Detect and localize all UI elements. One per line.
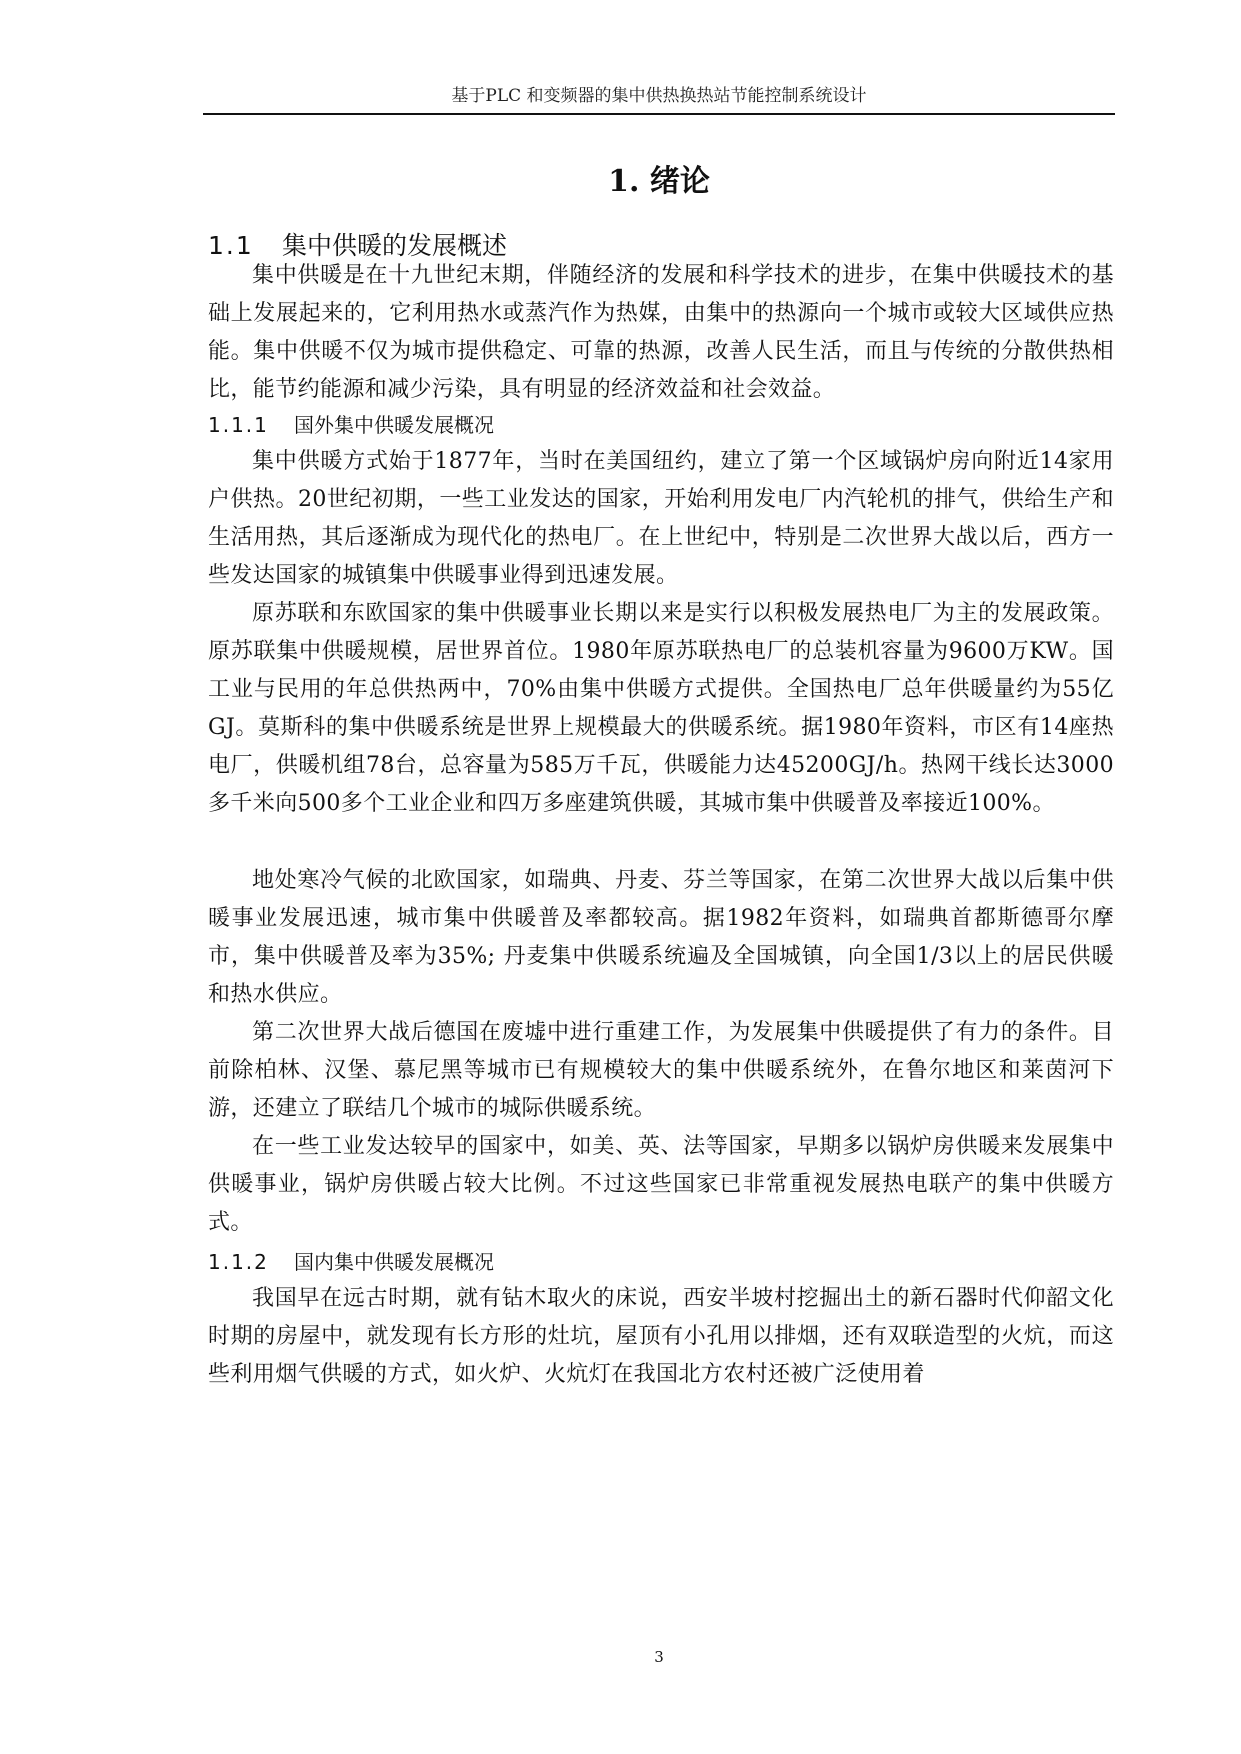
subsection-title: 国内集中供暖发展概况 — [294, 1250, 494, 1274]
paragraph: 集中供暖是在十九世纪末期，伴随经济的发展和科学技术的进步，在集中供暖技术的基础上发展起来的，它利用热水或蒸汽作为热媒，由集中的热源向一个城市或较大区域供应热能。集中供暖不仅为城市提供稳定、可靠的热源，改善人民生活，而且与传统的分散供热相比，能节约能源和减少污染，具有明显的经济效益和社会效益。 — [208, 263, 1114, 402]
paragraph: 我国早在远古时期，就有钻木取火的床说，西安半坡村挖掘出土的新石器时代仰韶文化时期的房屋中，就发现有长方形的灶坑，屋顶有小孔用以排烟，还有双联造型的火炕，而这些利用烟气供暖的方式，如火炉、火炕灯在我国北方农村还被广泛使用着 — [208, 1286, 1114, 1387]
header-rule — [203, 113, 1115, 115]
running-header: 基于PLC 和变频器的集中供热换热站节能控制系统设计 — [451, 86, 867, 106]
paragraph: 原苏联和东欧国家的集中供暖事业长期以来是实行以积极发展热电厂为主的发展政策。原苏联集中供暖规模，居世界首位。1980年原苏联热电厂的总装机容量为9600万KW。国工业与民用的年总供热两中，70%由集中供暖方式提供。全国热电厂总年供暖量约为55亿GJ。莫斯科的集中供暖系统是世界上规模最大的供暖系统。据1980年资料，市区有14座热电厂，供暖机组78台，总容量为585万千瓦，供暖能力达45200GJ/h。热网干线长达3000多千米向500多个工业企业和四万多座建筑供暖，其城市集中供暖普及率接近100%。 — [208, 601, 1114, 816]
paragraph: 地处寒冷气候的北欧国家，如瑞典、丹麦、芬兰等国家，在第二次世界大战以后集中供暖事业发展迅速，城市集中供暖普及率都较高。据1982年资料，如瑞典首都斯德哥尔摩市，集中供暖普及率为35%; 丹麦集中供暖系统遍及全国城镇，向全国1/3以上的居民供暖和热水供应。 — [208, 868, 1114, 1007]
chapter-title: 1. 绪论 — [608, 164, 710, 199]
section-title: 集中供暖的发展概述 — [282, 231, 508, 260]
subsection-heading-1-1-2 — [208, 1247, 494, 1277]
subsection-heading-1-1-1 — [208, 410, 494, 440]
paragraph: 第二次世界大战后德国在废墟中进行重建工作，为发展集中供暖提供了有力的条件。目前除柏林、汉堡、慕尼黑等城市已有规模较大的集中供暖系统外，在鲁尔地区和莱茵河下游，还建立了联结几个城市的城际供暖系统。 — [208, 1020, 1114, 1121]
paragraph: 集中供暖方式始于1877年，当时在美国纽约，建立了第一个区域锅炉房向附近14家用户供热。20世纪初期，一些工业发达的国家，开始利用发电厂内汽轮机的排气，供给生产和生活用热，其后逐渐成为现代化的热电厂。在上世纪中，特别是二次世界大战以后，西方一些发达国家的城镇集中供暖事业得到迅速发展。 — [208, 449, 1114, 588]
subsection-number: 1.1.1 — [208, 413, 269, 437]
subsection-number: 1.1.2 — [208, 1250, 269, 1274]
subsection-title: 国外集中供暖发展概况 — [294, 413, 494, 437]
section-number: 1.1 — [208, 231, 254, 260]
paragraph: 在一些工业发达较早的国家中，如美、英、法等国家，早期多以锅炉房供暖来发展集中供暖事业，锅炉房供暖占较大比例。不过这些国家已非常重视发展热电联产的集中供暖方式。 — [208, 1134, 1114, 1235]
page-number: 3 — [654, 1648, 664, 1666]
